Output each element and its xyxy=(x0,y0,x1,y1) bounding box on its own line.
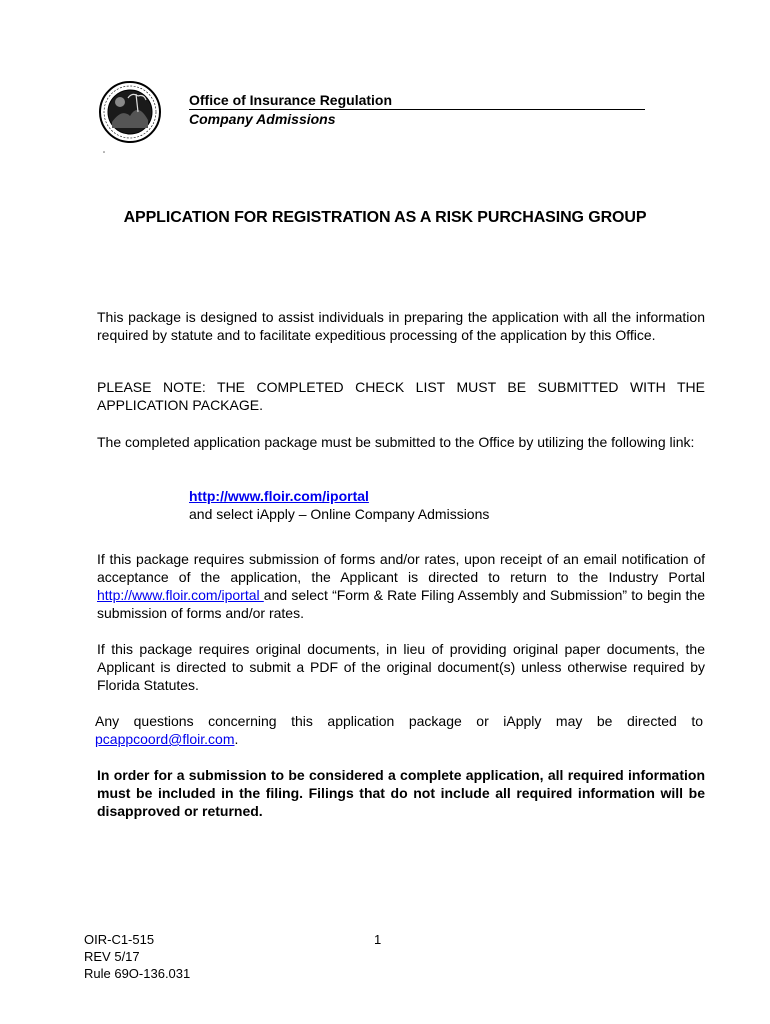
contact-email-link[interactable]: pcappcoord@floir.com xyxy=(95,731,235,747)
page-number: 1 xyxy=(374,932,382,947)
forms-rates-paragraph xyxy=(97,550,705,622)
original-documents-paragraph: If this package requires original documents, in lieu of providing original paper documents, the Applicant is directed to submit a PDF of the original document(s) unless otherwise required by Florida Statutes. xyxy=(97,641,705,693)
iapply-instruction: and select iApply – Online Company Admissions xyxy=(189,506,490,522)
questions-paragraph xyxy=(95,712,703,748)
form-footer xyxy=(84,931,190,982)
division-name: Company Admissions xyxy=(189,111,336,127)
state-seal-icon xyxy=(98,72,162,160)
iportal-link[interactable]: http://www.floir.com/iportal xyxy=(189,488,369,504)
checklist-note-paragraph: PLEASE NOTE: THE COMPLETED CHECK LIST MUST BE SUBMITTED WITH THE APPLICATION PACKAGE. xyxy=(97,379,705,413)
forms-iportal-link[interactable]: http://www.floir.com/iportal xyxy=(97,587,264,603)
office-name: Office of Insurance Regulation xyxy=(189,91,645,110)
forms-text-after: and select “Form & Rate Filing Assembly and Submission” to begin the submission of forms and/or rates. xyxy=(97,587,705,621)
intro-paragraph: This package is designed to assist individuals in preparing the application with all the information required by statute and to facilitate expeditious processing of the application by this Office. xyxy=(97,309,705,343)
forms-text-before: If this package requires submission of forms and/or rates, upon receipt of an email notification of acceptance of the application, the Applicant is directed to return to the Industry Portal xyxy=(97,551,705,585)
form-id: OIR-C1-515 xyxy=(84,932,155,947)
complete-application-notice: In order for a submission to be considered a complete application, all required information must be included in the filing. Filings that do not include all required information will be disapproved or returned. xyxy=(97,767,705,819)
submission-paragraph: The completed application package must be submitted to the Office by utilizing the following link: xyxy=(97,434,695,450)
form-revision: REV 5/17 xyxy=(84,949,140,964)
form-rule: Rule 69O-136.031 xyxy=(84,966,191,981)
letterhead xyxy=(189,91,649,128)
questions-text-before: Any questions concerning this application package or iApply may be directed to xyxy=(95,713,703,729)
questions-text-after: . xyxy=(234,731,239,747)
document-title: APPLICATION FOR REGISTRATION AS A RISK PURCHASING GROUP xyxy=(123,209,647,226)
